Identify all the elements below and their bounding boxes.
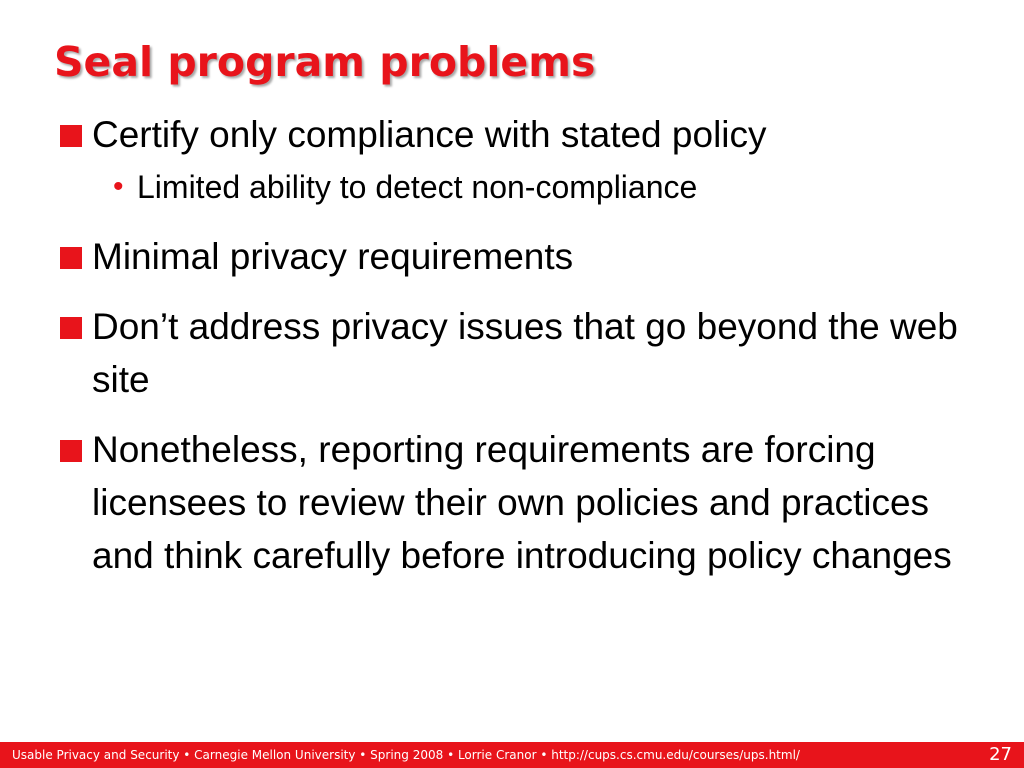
page-number: 27 [989,744,1012,765]
subbullet-list [92,161,960,213]
bullet-text: Certify only compliance with stated policy [92,114,767,155]
red-square-bullet-icon [60,440,82,462]
bullet-text: Nonetheless, reporting requirements are forcing licensees to review their own policies and practices and think carefully before introducing policy changes [92,429,952,576]
red-square-bullet-icon [60,125,82,147]
bullet-item [60,108,960,213]
subbullet-item [92,161,960,213]
bullet-item [60,423,960,582]
bullet-item [60,230,960,283]
red-dot-bullet-icon: • [113,170,124,203]
bullet-text: Minimal privacy requirements [92,236,574,277]
footer-bar [0,742,1024,768]
slide-title: Seal program problems [54,38,596,86]
red-square-bullet-icon [60,317,82,339]
bullet-item [60,300,960,406]
bullet-text: Don’t address privacy issues that go beyond the web site [92,306,958,400]
subbullet-text: Limited ability to detect non-compliance [137,169,698,205]
bullet-list [60,108,960,582]
red-square-bullet-icon [60,247,82,269]
footer-text: Usable Privacy and Security • Carnegie Mellon University • Spring 2008 • Lorrie Cranor • http://cups.cs.cmu.edu/courses/ups.html/ [12,748,800,762]
